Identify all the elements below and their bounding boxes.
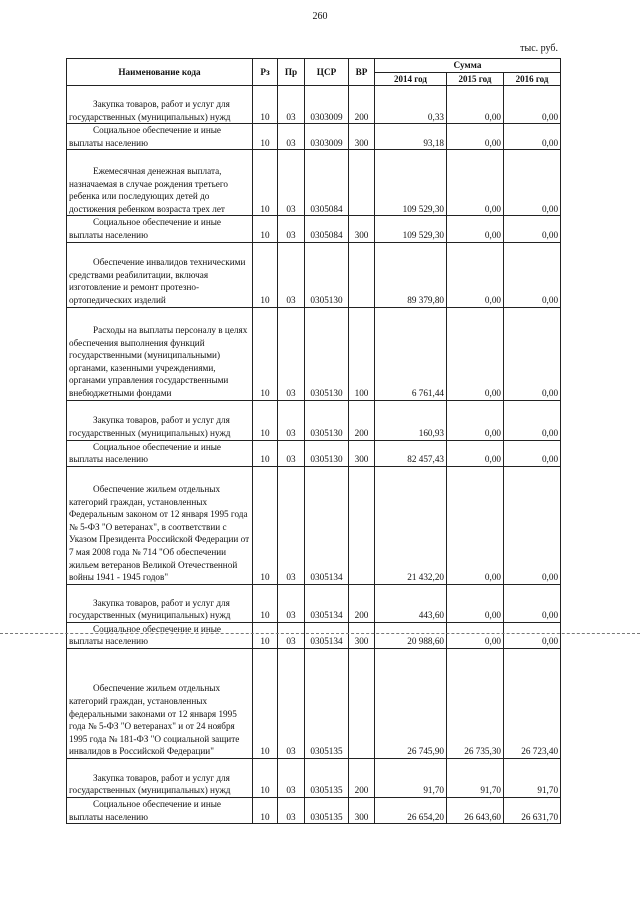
cell-y2014: 6 761,44: [375, 307, 447, 400]
cell-vr: 200: [349, 758, 375, 797]
table-row: [67, 216, 561, 242]
cell-y2015: 26 643,60: [447, 797, 504, 823]
cell-csr: 0303009: [305, 124, 349, 150]
cell-vr: 300: [349, 440, 375, 466]
table-row: [67, 466, 561, 584]
table-row: [67, 758, 561, 797]
cell-y2015: 91,70: [447, 758, 504, 797]
cell-name: [67, 150, 253, 216]
row-name-text: Социальное обеспечение и иные выплаты населению: [69, 623, 221, 647]
row-name-text: Закупка товаров, работ и услуг для государственных (муниципальных) нужд: [69, 772, 231, 796]
cell-name: [67, 400, 253, 440]
cell-pr: 03: [278, 124, 305, 150]
cell-y2015: 0,00: [447, 150, 504, 216]
cell-csr: 0305134: [305, 622, 349, 648]
cell-rz: 10: [253, 622, 278, 648]
cell-name: [67, 622, 253, 648]
cell-csr: 0305135: [305, 758, 349, 797]
cell-vr: 300: [349, 216, 375, 242]
cell-y2016: 0,00: [504, 216, 561, 242]
page-number: 260: [312, 11, 328, 22]
scan-fold-line: [0, 633, 640, 634]
cell-y2014: 93,18: [375, 124, 447, 150]
cell-y2014: 82 457,43: [375, 440, 447, 466]
cell-csr: 0305130: [305, 400, 349, 440]
cell-y2016: 0,00: [504, 622, 561, 648]
table-row: [67, 440, 561, 466]
cell-rz: 10: [253, 466, 278, 584]
cell-pr: 03: [278, 622, 305, 648]
table-row: [67, 797, 561, 823]
cell-y2014: 109 529,30: [375, 150, 447, 216]
cell-vr: [349, 242, 375, 307]
cell-csr: 0305130: [305, 307, 349, 400]
cell-y2015: 0,00: [447, 307, 504, 400]
row-name-text: Закупка товаров, работ и услуг для государственных (муниципальных) нужд: [69, 597, 231, 621]
cell-pr: 03: [278, 242, 305, 307]
cell-rz: 10: [253, 307, 278, 400]
cell-y2015: 0,00: [447, 400, 504, 440]
cell-y2016: 26 723,40: [504, 648, 561, 758]
cell-y2016: 0,00: [504, 307, 561, 400]
cell-y2016: 0,00: [504, 150, 561, 216]
header-2016: 2016 год: [504, 72, 561, 86]
row-name-text: Социальное обеспечение и иные выплаты населению: [69, 798, 221, 822]
cell-y2016: 0,00: [504, 466, 561, 584]
cell-y2015: 0,00: [447, 242, 504, 307]
row-name-text: Обеспечение инвалидов техническими средствами реабилитации, включая изготовление и ремонт протезно-ортопедических изделий: [69, 257, 246, 305]
header-rz: Рз: [253, 59, 278, 86]
table-row: [67, 86, 561, 124]
cell-y2014: 91,70: [375, 758, 447, 797]
cell-y2014: 109 529,30: [375, 216, 447, 242]
row-name-text: Ежемесячная денежная выплата, назначаемая в случае рождения третьего ребенка или последующих детей до достижения ребенком возраста трех лет: [69, 166, 228, 214]
cell-vr: 300: [349, 124, 375, 150]
table-row: [67, 150, 561, 216]
cell-y2015: 0,00: [447, 124, 504, 150]
cell-name: [67, 124, 253, 150]
cell-vr: 200: [349, 86, 375, 124]
table-row: [67, 307, 561, 400]
cell-y2016: 0,00: [504, 86, 561, 124]
header-name: Наименование кода: [67, 59, 253, 86]
cell-pr: 03: [278, 466, 305, 584]
cell-vr: 200: [349, 584, 375, 622]
cell-name: [67, 584, 253, 622]
cell-rz: 10: [253, 648, 278, 758]
cell-rz: 10: [253, 124, 278, 150]
cell-csr: 0305084: [305, 150, 349, 216]
cell-csr: 0305130: [305, 440, 349, 466]
table-row: [67, 622, 561, 648]
header-pr: Пр: [278, 59, 305, 86]
header-2014: 2014 год: [375, 72, 447, 86]
cell-pr: 03: [278, 150, 305, 216]
cell-rz: 10: [253, 797, 278, 823]
cell-name: [67, 86, 253, 124]
cell-y2016: 0,00: [504, 242, 561, 307]
row-name-text: Обеспечение жильем отдельных категорий граждан, установленных федеральными законами от 12 января 1995 года № 5-ФЗ "О ветеранах" и от 24 ноября 1995 года № 181-ФЗ "О социальной защите инвалидов в Российской Федерации": [69, 683, 240, 757]
cell-vr: [349, 150, 375, 216]
cell-y2015: 0,00: [447, 584, 504, 622]
cell-rz: 10: [253, 242, 278, 307]
cell-pr: 03: [278, 648, 305, 758]
cell-rz: 10: [253, 400, 278, 440]
cell-csr: 0303009: [305, 86, 349, 124]
cell-name: [67, 758, 253, 797]
cell-y2015: 0,00: [447, 440, 504, 466]
cell-y2014: 26 654,20: [375, 797, 447, 823]
cell-y2014: 89 379,80: [375, 242, 447, 307]
row-name-text: Социальное обеспечение и иные выплаты населению: [69, 125, 221, 148]
cell-vr: [349, 648, 375, 758]
cell-pr: 03: [278, 440, 305, 466]
table-row: [67, 242, 561, 307]
cell-rz: 10: [253, 758, 278, 797]
cell-y2014: 0,33: [375, 86, 447, 124]
cell-y2015: 0,00: [447, 216, 504, 242]
cell-y2014: 21 432,20: [375, 466, 447, 584]
cell-csr: 0305135: [305, 797, 349, 823]
cell-name: [67, 307, 253, 400]
table-row: [67, 648, 561, 758]
cell-y2014: 20 988,60: [375, 622, 447, 648]
row-name-text: Закупка товаров, работ и услуг для государственных (муниципальных) нужд: [69, 99, 231, 122]
cell-pr: 03: [278, 758, 305, 797]
cell-pr: 03: [278, 216, 305, 242]
cell-y2016: 0,00: [504, 400, 561, 440]
cell-csr: 0305135: [305, 648, 349, 758]
cell-y2014: 160,93: [375, 400, 447, 440]
cell-pr: 03: [278, 307, 305, 400]
row-name-text: Социальное обеспечение и иные выплаты населению: [69, 217, 221, 240]
row-name-text: Закупка товаров, работ и услуг для государственных (муниципальных) нужд: [69, 415, 231, 438]
cell-name: [67, 466, 253, 584]
cell-vr: 100: [349, 307, 375, 400]
cell-csr: 0305134: [305, 584, 349, 622]
budget-table: [66, 58, 561, 824]
cell-rz: 10: [253, 440, 278, 466]
cell-csr: 0305130: [305, 242, 349, 307]
cell-rz: 10: [253, 150, 278, 216]
cell-y2014: 26 745,90: [375, 648, 447, 758]
cell-pr: 03: [278, 797, 305, 823]
header-csr: ЦСР: [305, 59, 349, 86]
cell-pr: 03: [278, 400, 305, 440]
cell-name: [67, 216, 253, 242]
header-2015: 2015 год: [447, 72, 504, 86]
table-row: [67, 124, 561, 150]
cell-rz: 10: [253, 584, 278, 622]
cell-y2016: 0,00: [504, 584, 561, 622]
row-name-text: Обеспечение жильем отдельных категорий граждан, установленных Федеральным законом от 12 января 1995 года № 5-ФЗ "О ветеранах", в соответствии с Указом Президента Российской Федерации от 7 мая 2008 года № 714 "Об обеспечении жильем ветеранов Великой Отечественной войны 1941 - 1945 годов": [69, 484, 250, 583]
cell-y2016: 0,00: [504, 124, 561, 150]
cell-vr: 300: [349, 622, 375, 648]
units-label: тыс. руб.: [520, 43, 558, 54]
cell-y2015: 0,00: [447, 466, 504, 584]
cell-name: [67, 797, 253, 823]
header-sum: Сумма: [375, 59, 561, 73]
cell-y2015: 0,00: [447, 622, 504, 648]
cell-y2015: 26 735,30: [447, 648, 504, 758]
cell-y2016: 0,00: [504, 440, 561, 466]
table-row: [67, 584, 561, 622]
cell-name: [67, 648, 253, 758]
cell-name: [67, 242, 253, 307]
cell-y2016: 26 631,70: [504, 797, 561, 823]
cell-pr: 03: [278, 86, 305, 124]
header-vr: ВР: [349, 59, 375, 86]
table-body: [67, 86, 561, 824]
header-row-top: [67, 59, 561, 73]
table-row: [67, 400, 561, 440]
cell-rz: 10: [253, 216, 278, 242]
row-name-text: Расходы на выплаты персоналу в целях обеспечения выполнения функций государственными (муниципальными) органами, казенными учреждениями, органами управления государственными внебюджетными фондами: [69, 325, 248, 398]
cell-pr: 03: [278, 584, 305, 622]
cell-rz: 10: [253, 86, 278, 124]
row-name-text: Социальное обеспечение и иные выплаты населению: [69, 441, 221, 465]
cell-vr: 300: [349, 797, 375, 823]
cell-y2014: 443,60: [375, 584, 447, 622]
cell-csr: 0305134: [305, 466, 349, 584]
cell-y2016: 91,70: [504, 758, 561, 797]
cell-csr: 0305084: [305, 216, 349, 242]
cell-vr: [349, 466, 375, 584]
cell-y2015: 0,00: [447, 86, 504, 124]
cell-name: [67, 440, 253, 466]
cell-vr: 200: [349, 400, 375, 440]
